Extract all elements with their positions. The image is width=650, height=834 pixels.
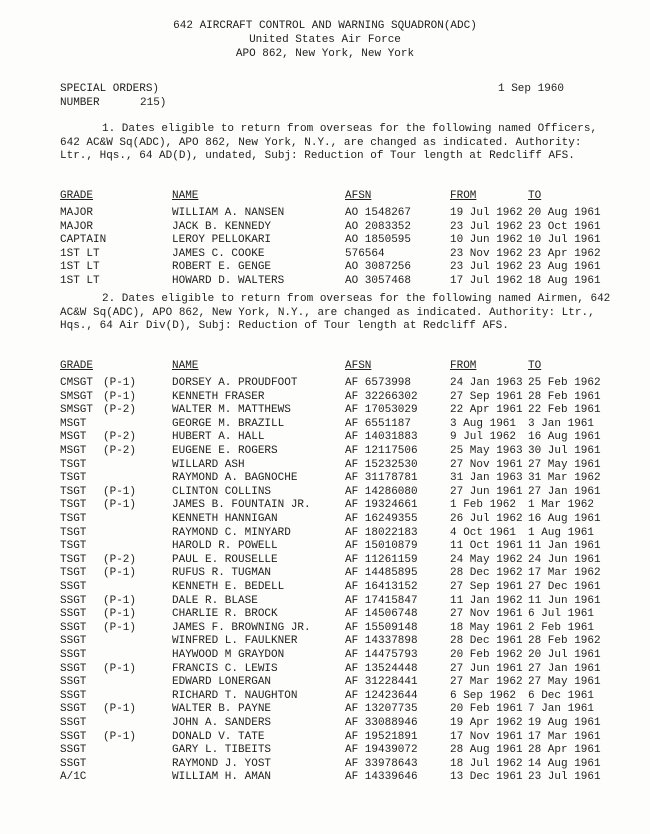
name-cell: DALE R. BLASE	[172, 594, 258, 607]
grade-cell: SMSGT	[60, 404, 94, 417]
col-name: NAME	[172, 190, 199, 202]
col-to: TO	[528, 360, 542, 372]
to-date-cell: 3 Jan 1961	[528, 417, 595, 430]
grade-cell: SSGT	[60, 621, 87, 634]
to-date-cell: 27 Jan 1961	[528, 485, 601, 498]
to-date-cell: 24 Jun 1961	[528, 553, 601, 566]
grade-cell: SSGT	[60, 581, 87, 593]
grade-cell: SSGT	[60, 649, 87, 661]
from-date-cell: 6 Sep 1962	[450, 689, 517, 702]
priority-cell: (P-1)	[103, 390, 137, 403]
to-date-cell: 20 Aug 1961	[528, 207, 601, 219]
from-date-cell: 28 Dec 1962	[450, 567, 523, 580]
to-date-cell: 25 Feb 1962	[528, 377, 601, 389]
table-row	[0, 758, 650, 772]
grade-cell: TSGT	[60, 540, 87, 553]
afsn-cell: AF 19439072	[345, 744, 418, 757]
from-date-cell: 4 Oct 1961	[450, 526, 517, 539]
name-cell: EUGENE E. ROGERS	[172, 445, 278, 457]
grade-cell: A/1C	[60, 771, 87, 784]
orders-number: 215)	[140, 97, 167, 109]
table-row	[0, 527, 650, 541]
to-date-cell: 6 Jul 1961	[528, 608, 595, 621]
to-date-cell: 17 Mar 1962	[528, 567, 601, 580]
priority-cell: (P-1)	[103, 377, 137, 389]
from-date-cell: 27 Jun 1961	[450, 662, 523, 675]
grade-cell: 1ST LT	[60, 247, 100, 260]
to-date-cell: 27 May 1961	[528, 676, 601, 689]
grade-cell: CAPTAIN	[60, 234, 107, 247]
col-afsn: AFSN	[345, 190, 372, 202]
name-cell: JAMES F. BROWNING JR.	[172, 621, 311, 634]
priority-cell: (P-1)	[103, 621, 137, 634]
grade-cell: MAJOR	[60, 207, 94, 219]
name-cell: WINFRED L. FAULKNER	[172, 635, 298, 648]
afsn-cell: AF 16413152	[345, 581, 418, 593]
afsn-cell: AF 19324661	[345, 499, 418, 512]
grade-cell: SSGT	[60, 703, 87, 716]
table-row	[0, 404, 650, 418]
from-date-cell: 17 Jul 1962	[450, 275, 523, 287]
to-date-cell: 17 Mar 1961	[528, 730, 601, 743]
to-date-cell: 2 Feb 1961	[528, 621, 595, 634]
afsn-cell: AF 33978643	[345, 757, 418, 770]
grade-cell: TSGT	[60, 526, 87, 539]
to-date-cell: 16 Aug 1961	[528, 431, 601, 444]
name-cell: KENNETH FRASER	[172, 390, 265, 403]
afsn-cell: AF 32266302	[345, 390, 418, 403]
afsn-cell: AO 1850595	[345, 234, 412, 247]
table-row	[0, 595, 650, 609]
table-row	[0, 676, 650, 690]
col-from: FROM	[450, 360, 477, 372]
table-row	[0, 499, 650, 513]
grade-cell: MAJOR	[60, 220, 94, 233]
to-date-cell: 11 Jun 1961	[528, 594, 601, 607]
table-row	[0, 717, 650, 731]
from-date-cell: 26 Jul 1962	[450, 513, 523, 525]
from-date-cell: 27 Mar 1962	[450, 676, 523, 689]
grade-cell: TSGT	[60, 458, 87, 471]
name-cell: HAYWOOD M GRAYDON	[172, 649, 285, 661]
name-cell: KENNETH E. BEDELL	[172, 581, 285, 593]
table-row	[0, 581, 650, 595]
table-row	[0, 608, 650, 622]
name-cell: JAMES C. COOKE	[172, 247, 265, 260]
name-cell: CLINTON COLLINS	[172, 485, 272, 498]
from-date-cell: 22 Apr 1961	[450, 404, 523, 417]
col-to: TO	[528, 190, 542, 202]
to-date-cell: 1 Mar 1962	[528, 499, 595, 512]
table-row	[0, 261, 650, 275]
orders-label: SPECIAL ORDERS)	[60, 83, 160, 95]
to-date-cell: 7 Jan 1961	[528, 703, 595, 716]
priority-cell: (P-2)	[103, 553, 137, 566]
table-row	[0, 567, 650, 581]
to-date-cell: 30 Jul 1961	[528, 445, 601, 457]
to-date-cell: 1 Aug 1961	[528, 526, 595, 539]
table-row	[0, 771, 650, 785]
to-date-cell: 23 Jul 1961	[528, 771, 601, 784]
afsn-cell: AF 14485895	[345, 567, 418, 580]
from-date-cell: 10 Jun 1962	[450, 234, 523, 247]
grade-cell: CMSGT	[60, 377, 94, 389]
table-row	[0, 554, 650, 568]
to-date-cell: 28 Feb 1962	[528, 635, 601, 648]
grade-cell: MSGT	[60, 445, 87, 457]
officers-header-row	[0, 190, 650, 204]
name-cell: WILLIAM H. AMAN	[172, 771, 272, 784]
from-date-cell: 23 Jul 1962	[450, 220, 523, 233]
name-cell: WALTER B. PAYNE	[172, 703, 272, 716]
table-row	[0, 513, 650, 527]
name-cell: EDWARD LONERGAN	[172, 676, 272, 689]
paragraph-airmen: 2. Dates eligible to return from overseas for the following named Airmen, 642 AC&W Sq(ADC), APO 862, New York, N.Y., are changed as indicated. Authority: Ltr., Hqs., 64 Air Div(D), Subj: Reduction of Tour length at Redcliff AFS.	[60, 293, 611, 333]
grade-cell: SSGT	[60, 689, 87, 702]
afsn-cell: AF 31228441	[345, 676, 418, 689]
grade-cell: TSGT	[60, 472, 87, 485]
table-row	[0, 744, 650, 758]
to-date-cell: 11 Jan 1961	[528, 540, 601, 553]
grade-cell: TSGT	[60, 567, 87, 580]
afsn-cell: AF 11261159	[345, 553, 418, 566]
table-row	[0, 690, 650, 704]
grade-cell: SSGT	[60, 662, 87, 675]
table-row	[0, 635, 650, 649]
orders-date: 1 Sep 1960	[498, 83, 565, 95]
afsn-cell: AF 15010879	[345, 540, 418, 553]
col-afsn: AFSN	[345, 360, 372, 372]
to-date-cell: 28 Feb 1961	[528, 390, 601, 403]
from-date-cell: 20 Feb 1961	[450, 703, 523, 716]
afsn-cell: AF 19521891	[345, 730, 418, 743]
afsn-cell: AF 6573998	[345, 377, 412, 389]
name-cell: JAMES B. FOUNTAIN JR.	[172, 499, 311, 512]
from-date-cell: 25 May 1963	[450, 445, 523, 457]
table-row	[0, 459, 650, 473]
table-row	[0, 663, 650, 677]
priority-cell: (P-1)	[103, 499, 137, 512]
grade-cell: SSGT	[60, 676, 87, 689]
afsn-cell: AF 18022183	[345, 526, 418, 539]
grade-cell: MSGT	[60, 431, 87, 444]
priority-cell: (P-2)	[103, 404, 137, 417]
orders-number-label: NUMBER	[60, 97, 100, 109]
afsn-cell: AF 15509148	[345, 621, 418, 634]
grade-cell: SMSGT	[60, 390, 94, 403]
col-name: NAME	[172, 360, 199, 372]
afsn-cell: AF 14337898	[345, 635, 418, 648]
paragraph-officers: 1. Dates eligible to return from overseas for the following named Officers, 642 AC&W Sq(ADC), APO 862, New York, N.Y., are changed as indicated. Authority: Ltr., Hqs., 64 AD(D), undated, Subj: Reduction of Tour length at Redcliff AFS.	[60, 123, 598, 163]
table-row	[0, 207, 650, 221]
name-cell: LEROY PELLOKARI	[172, 234, 272, 247]
afsn-cell: AF 14286080	[345, 485, 418, 498]
afsn-cell: AF 13524448	[345, 662, 418, 675]
priority-cell: (P-1)	[103, 594, 137, 607]
airmen-header-row	[0, 360, 650, 374]
table-row	[0, 649, 650, 663]
header-service: United States Air Force	[249, 34, 401, 46]
priority-cell: (P-1)	[103, 608, 137, 621]
from-date-cell: 23 Jul 1962	[450, 261, 523, 274]
name-cell: DONALD V. TATE	[172, 730, 265, 743]
afsn-cell: AF 6551187	[345, 417, 412, 430]
table-row	[0, 540, 650, 554]
from-date-cell: 18 Jul 1962	[450, 757, 523, 770]
from-date-cell: 3 Aug 1961	[450, 417, 517, 430]
grade-cell: SSGT	[60, 744, 87, 757]
from-date-cell: 1 Feb 1962	[450, 499, 517, 512]
to-date-cell: 28 Apr 1961	[528, 744, 601, 757]
table-row	[0, 275, 650, 289]
from-date-cell: 17 Nov 1961	[450, 730, 523, 743]
to-date-cell: 19 Aug 1961	[528, 717, 601, 729]
name-cell: GEORGE M. BRAZILL	[172, 417, 285, 430]
priority-cell: (P-1)	[103, 730, 137, 743]
table-row	[0, 391, 650, 405]
from-date-cell: 27 Jun 1961	[450, 485, 523, 498]
name-cell: ROBERT E. GENGE	[172, 261, 272, 274]
from-date-cell: 28 Aug 1961	[450, 744, 523, 757]
table-row	[0, 731, 650, 745]
table-row	[0, 234, 650, 248]
from-date-cell: 24 May 1962	[450, 553, 523, 566]
afsn-cell: AF 31178781	[345, 472, 418, 485]
table-row	[0, 703, 650, 717]
from-date-cell: 27 Nov 1961	[450, 458, 523, 471]
to-date-cell: 23 Oct 1961	[528, 220, 601, 233]
name-cell: RUFUS R. TUGMAN	[172, 567, 272, 580]
grade-cell: SSGT	[60, 635, 87, 648]
afsn-cell: AO 2083352	[345, 220, 412, 233]
header-unit: 642 AIRCRAFT CONTROL AND WARNING SQUADRON(ADC)	[173, 20, 477, 32]
from-date-cell: 27 Sep 1961	[450, 390, 523, 403]
table-row	[0, 221, 650, 235]
from-date-cell: 19 Apr 1962	[450, 717, 523, 729]
name-cell: CHARLIE R. BROCK	[172, 608, 278, 621]
afsn-cell: AF 14031883	[345, 431, 418, 444]
to-date-cell: 27 May 1961	[528, 458, 601, 471]
from-date-cell: 18 May 1961	[450, 621, 523, 634]
name-cell: HUBERT A. HALL	[172, 431, 265, 444]
name-cell: WILLARD ASH	[172, 458, 245, 471]
to-date-cell: 23 Apr 1962	[528, 247, 601, 260]
afsn-cell: AF 14339646	[345, 771, 418, 784]
from-date-cell: 28 Dec 1961	[450, 635, 523, 648]
afsn-cell: 576564	[345, 247, 385, 260]
grade-cell: SSGT	[60, 717, 87, 729]
to-date-cell: 27 Jan 1961	[528, 662, 601, 675]
grade-cell: MSGT	[60, 417, 87, 430]
to-date-cell: 18 Aug 1961	[528, 275, 601, 287]
from-date-cell: 31 Jan 1963	[450, 472, 523, 485]
col-from: FROM	[450, 190, 477, 202]
afsn-cell: AF 13207735	[345, 703, 418, 716]
afsn-cell: AO 3057468	[345, 275, 412, 287]
table-row	[0, 418, 650, 432]
grade-cell: TSGT	[60, 485, 87, 498]
afsn-cell: AF 33088946	[345, 717, 418, 729]
afsn-cell: AO 3087256	[345, 261, 412, 274]
table-row	[0, 377, 650, 391]
to-date-cell: 6 Dec 1961	[528, 689, 595, 702]
from-date-cell: 23 Nov 1962	[450, 247, 523, 260]
from-date-cell: 20 Feb 1962	[450, 649, 523, 661]
col-grade: GRADE	[60, 360, 94, 372]
grade-cell: SSGT	[60, 594, 87, 607]
to-date-cell: 14 Aug 1961	[528, 757, 601, 770]
name-cell: RAYMOND J. YOST	[172, 757, 272, 770]
name-cell: PAUL E. ROUSELLE	[172, 553, 278, 566]
afsn-cell: AF 14506748	[345, 608, 418, 621]
name-cell: HAROLD R. POWELL	[172, 540, 278, 553]
from-date-cell: 13 Dec 1961	[450, 771, 523, 784]
afsn-cell: AF 14475793	[345, 649, 418, 661]
name-cell: KENNETH HANNIGAN	[172, 513, 278, 525]
to-date-cell: 31 Mar 1962	[528, 472, 601, 485]
grade-cell: TSGT	[60, 553, 87, 566]
name-cell: JACK B. KENNEDY	[172, 220, 272, 233]
name-cell: GARY L. TIBEITS	[172, 744, 272, 757]
grade-cell: SSGT	[60, 730, 87, 743]
afsn-cell: AF 16249355	[345, 513, 418, 525]
table-row	[0, 248, 650, 262]
grade-cell: 1ST LT	[60, 261, 100, 274]
name-cell: RAYMOND C. MINYARD	[172, 526, 291, 539]
name-cell: RICHARD T. NAUGHTON	[172, 689, 298, 702]
to-date-cell: 20 Jul 1961	[528, 649, 601, 661]
grade-cell: TSGT	[60, 513, 87, 525]
from-date-cell: 9 Jul 1962	[450, 431, 517, 444]
priority-cell: (P-1)	[103, 662, 137, 675]
grade-cell: 1ST LT	[60, 275, 100, 287]
name-cell: DORSEY A. PROUDFOOT	[172, 377, 298, 389]
afsn-cell: AF 12423644	[345, 689, 418, 702]
priority-cell: (P-2)	[103, 445, 137, 457]
grade-cell: SSGT	[60, 757, 87, 770]
afsn-cell: AO 1548267	[345, 207, 412, 219]
from-date-cell: 11 Oct 1961	[450, 540, 523, 553]
name-cell: JOHN A. SANDERS	[172, 717, 272, 729]
priority-cell: (P-1)	[103, 703, 137, 716]
afsn-cell: AF 12117506	[345, 445, 418, 457]
to-date-cell: 10 Jul 1961	[528, 234, 601, 247]
name-cell: WILLIAM A. NANSEN	[172, 207, 285, 219]
afsn-cell: AF 17053029	[345, 404, 418, 417]
priority-cell: (P-1)	[103, 485, 137, 498]
priority-cell: (P-1)	[103, 567, 137, 580]
priority-cell: (P-2)	[103, 431, 137, 444]
grade-cell: TSGT	[60, 499, 87, 512]
grade-cell: SSGT	[60, 608, 87, 621]
from-date-cell: 19 Jul 1962	[450, 207, 523, 219]
table-row	[0, 622, 650, 636]
from-date-cell: 27 Nov 1961	[450, 608, 523, 621]
to-date-cell: 23 Aug 1961	[528, 261, 601, 274]
table-row	[0, 472, 650, 486]
afsn-cell: AF 15232530	[345, 458, 418, 471]
from-date-cell: 11 Jan 1962	[450, 594, 523, 607]
afsn-cell: AF 17415847	[345, 594, 418, 607]
name-cell: RAYMOND A. BAGNOCHE	[172, 472, 298, 485]
to-date-cell: 22 Feb 1961	[528, 404, 601, 417]
name-cell: FRANCIS C. LEWIS	[172, 662, 278, 675]
from-date-cell: 24 Jan 1963	[450, 377, 523, 389]
table-row	[0, 486, 650, 500]
header-address: APO 862, New York, New York	[235, 48, 415, 60]
to-date-cell: 27 Dec 1961	[528, 581, 601, 593]
name-cell: WALTER M. MATTHEWS	[172, 404, 291, 417]
name-cell: HOWARD D. WALTERS	[172, 275, 285, 287]
from-date-cell: 27 Sep 1961	[450, 581, 523, 593]
to-date-cell: 16 Aug 1961	[528, 513, 601, 525]
table-row	[0, 445, 650, 459]
table-row	[0, 431, 650, 445]
col-grade: GRADE	[60, 190, 94, 202]
